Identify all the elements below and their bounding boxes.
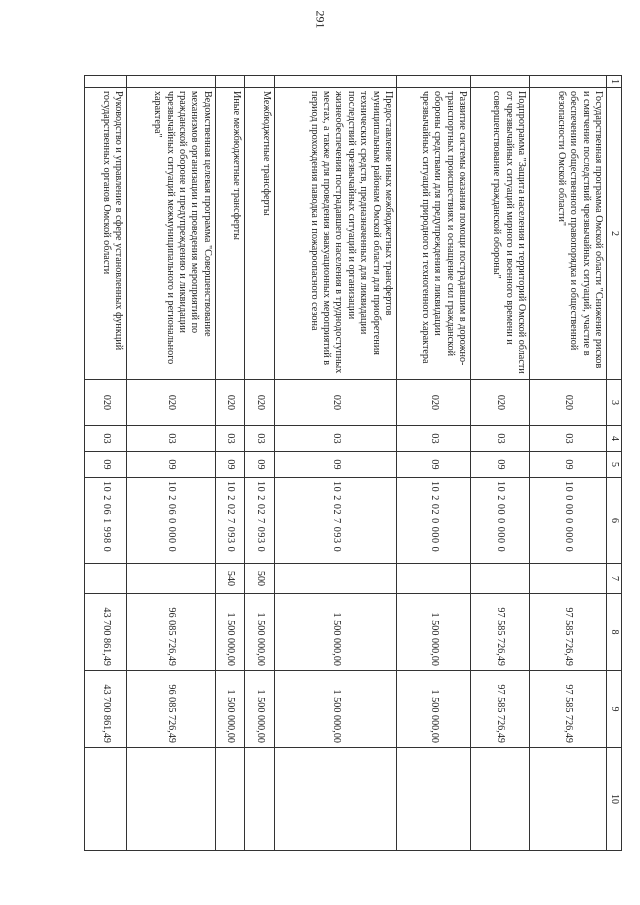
subsection-code-cell: 09	[397, 452, 471, 478]
section-code-cell: 03	[530, 426, 607, 452]
amount-cell: 1 500 000,00	[215, 671, 245, 748]
amount-cell: 1 500 000,00	[397, 671, 471, 748]
empty-cell	[274, 748, 396, 851]
empty-cell	[85, 748, 127, 851]
empty-cell	[215, 748, 245, 851]
row-name-cell: Предоставление иных межбюджетных трансфертов муниципальным районам Омской области для приобретения технических средств, предназначенных для ликвидации последствий чрезвычайных ситуаций и организации жизнеобеспечения пострадавшего населения в труднодоступных местах, а также для проведения эвакуационных мероприятий в период прохождения паводка и пожароопасного сезона	[274, 88, 396, 380]
section-code-cell: 03	[397, 426, 471, 452]
budget-table	[84, 75, 622, 851]
amount-cell: 1 500 000,00	[274, 594, 396, 671]
table-row	[215, 76, 245, 851]
amount-cell: 96 085 726,49	[127, 594, 216, 671]
subsection-code-cell: 09	[245, 452, 275, 478]
section-code-cell: 03	[127, 426, 216, 452]
amount-cell: 1 500 000,00	[274, 671, 396, 748]
target-article-cell: 10 0 00 0 000 0	[530, 478, 607, 564]
subsection-code-cell: 09	[274, 452, 396, 478]
target-article-cell: 10 2 02 7 093 0	[245, 478, 275, 564]
row-number-cell	[530, 76, 607, 88]
row-name-cell: Руководство и управление в сфере установленных функций государственных органов Омской области	[85, 88, 127, 380]
row-number-cell	[245, 76, 275, 88]
section-code-cell: 03	[470, 426, 529, 452]
section-code-cell: 03	[274, 426, 396, 452]
target-article-cell: 10 2 02 0 000 0	[397, 478, 471, 564]
table-row	[85, 76, 127, 851]
target-article-cell: 10 2 06 1 998 0	[85, 478, 127, 564]
ministry-code-cell: 020	[127, 380, 216, 426]
expense-type-cell: 500	[245, 564, 275, 594]
expense-type-cell	[470, 564, 529, 594]
row-number-cell	[127, 76, 216, 88]
row-number-cell	[274, 76, 396, 88]
empty-cell	[470, 748, 529, 851]
empty-cell	[397, 748, 471, 851]
column-header: 6	[607, 478, 622, 564]
row-name-cell: Межбюджетные трансферты	[245, 88, 275, 380]
column-header: 4	[607, 426, 622, 452]
column-header: 1	[607, 76, 622, 88]
table-row	[274, 76, 396, 851]
column-header: 10	[607, 748, 622, 851]
amount-cell: 1 500 000,00	[397, 594, 471, 671]
row-number-cell	[85, 76, 127, 88]
empty-cell	[127, 748, 216, 851]
target-article-cell: 10 2 00 0 000 0	[470, 478, 529, 564]
subsection-code-cell: 09	[470, 452, 529, 478]
column-header: 5	[607, 452, 622, 478]
target-article-cell: 10 2 06 0 000 0	[127, 478, 216, 564]
subsection-code-cell: 09	[215, 452, 245, 478]
section-code-cell: 03	[245, 426, 275, 452]
subsection-code-cell: 09	[127, 452, 216, 478]
subsection-code-cell: 09	[85, 452, 127, 478]
column-header: 7	[607, 564, 622, 594]
amount-cell: 43 700 861,49	[85, 671, 127, 748]
ministry-code-cell: 020	[245, 380, 275, 426]
column-header: 3	[607, 380, 622, 426]
ministry-code-cell: 020	[530, 380, 607, 426]
section-code-cell: 03	[85, 426, 127, 452]
amount-cell: 1 500 000,00	[215, 594, 245, 671]
empty-cell	[530, 748, 607, 851]
amount-cell: 96 085 726,49	[127, 671, 216, 748]
target-article-cell: 10 2 02 7 093 0	[215, 478, 245, 564]
row-name-cell: Государственная программа Омской области "Снижение рисков и смягчение последствий чрезвычайных ситуаций, участие в обеспечении общественного правопорядка и общественной безопасности Омской области"	[530, 88, 607, 380]
row-number-cell	[397, 76, 471, 88]
table-row	[127, 76, 216, 851]
column-number-row	[607, 76, 622, 851]
row-number-cell	[470, 76, 529, 88]
row-name-cell: Развитие системы оказания помощи пострадавшим в дорожно-транспортных происшествиях и оснащение сил гражданской обороны средствами для предупреждения и ликвидации чрезвычайных ситуаций природного и техногенного характера	[397, 88, 471, 380]
ministry-code-cell: 020	[470, 380, 529, 426]
expense-type-cell	[85, 564, 127, 594]
expense-type-cell	[397, 564, 471, 594]
row-name-cell: Ведомственная целевая программа "Совершенствование механизмов организации и проведения мероприятий по гражданской обороне и предупреждению и ликвидации чрезвычайных ситуаций межмуниципального и регионального характера"	[127, 88, 216, 380]
column-header: 8	[607, 594, 622, 671]
expense-type-cell	[127, 564, 216, 594]
table-row	[530, 76, 607, 851]
ministry-code-cell: 020	[274, 380, 396, 426]
amount-cell: 43 700 861,49	[85, 594, 127, 671]
row-name-cell: Иные межбюджетные трансферты	[215, 88, 245, 380]
target-article-cell: 10 2 02 7 093 0	[274, 478, 396, 564]
amount-cell: 97 585 726,49	[470, 594, 529, 671]
amount-cell: 1 500 000,00	[245, 671, 275, 748]
amount-cell: 97 585 726,49	[530, 671, 607, 748]
expense-type-cell	[274, 564, 396, 594]
expense-type-cell: 540	[215, 564, 245, 594]
expense-type-cell	[530, 564, 607, 594]
ministry-code-cell: 020	[215, 380, 245, 426]
amount-cell: 97 585 726,49	[470, 671, 529, 748]
table-row	[397, 76, 471, 851]
amount-cell: 97 585 726,49	[530, 594, 607, 671]
section-code-cell: 03	[215, 426, 245, 452]
ministry-code-cell: 020	[397, 380, 471, 426]
empty-cell	[245, 748, 275, 851]
page-number: 291	[313, 10, 328, 29]
subsection-code-cell: 09	[530, 452, 607, 478]
column-header: 9	[607, 671, 622, 748]
table-row	[245, 76, 275, 851]
amount-cell: 1 500 000,00	[245, 594, 275, 671]
budget-table-container	[84, 75, 622, 850]
ministry-code-cell: 020	[85, 380, 127, 426]
table-row	[470, 76, 529, 851]
column-header: 2	[607, 88, 622, 380]
row-name-cell: Подпрограмма "Защита населения и территорий Омской области от чрезвычайных ситуаций мирного и военного времени и совершенствование гражданской обороны"	[470, 88, 529, 380]
row-number-cell	[215, 76, 245, 88]
